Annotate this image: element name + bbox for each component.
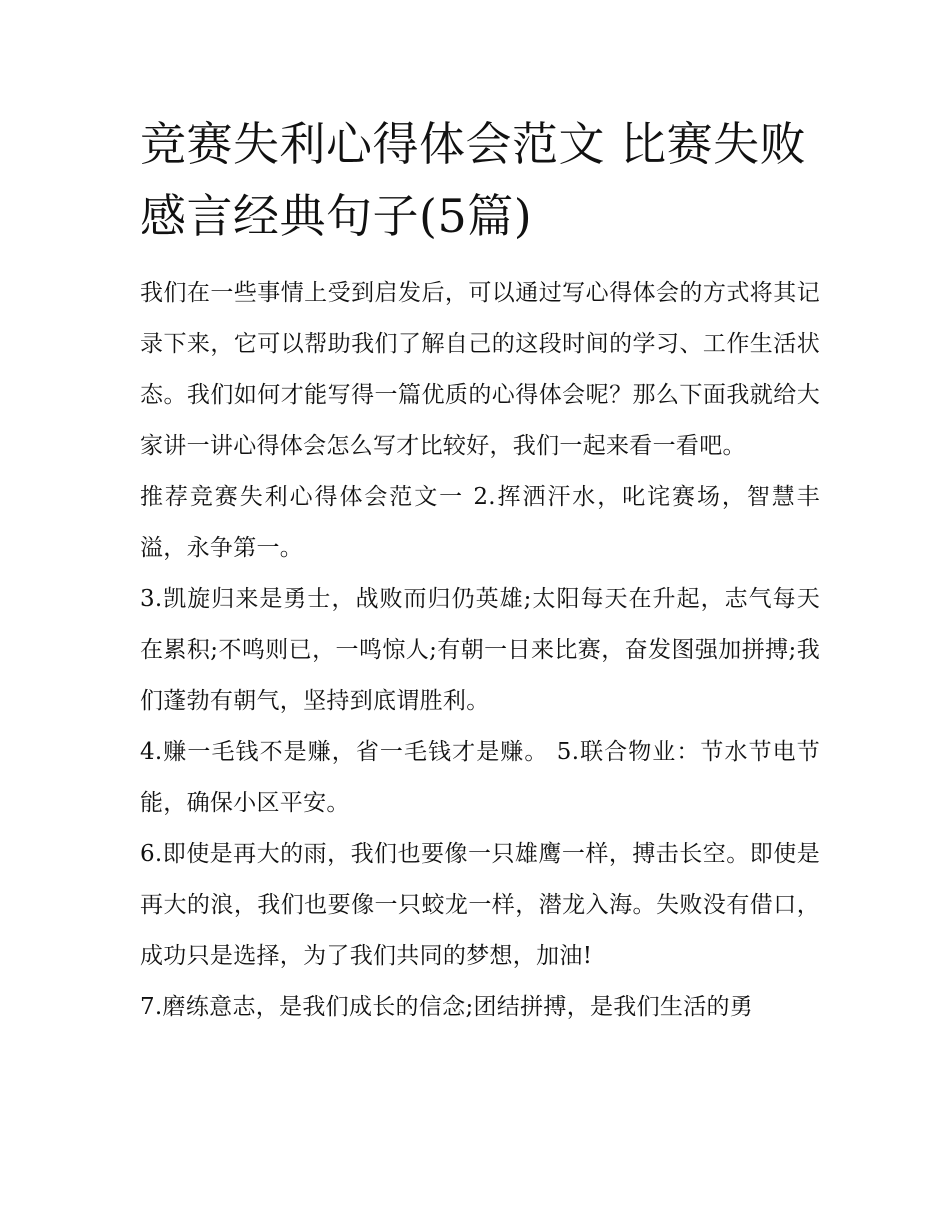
paragraph-item-6: 6.即使是再大的雨，我们也要像一只雄鹰一样，搏击长空。即使是再大的浪，我们也要像一只蛟龙一样，潜龙入海。失败没有借口，成功只是选择，为了我们共同的梦想，加油! (140, 841, 820, 969)
paragraph-item-3: 3.凯旋归来是勇士，战败而归仍英雄;太阳每天在升起，志气每天在累积;不鸣则已，一鸣惊人;有朝一日来比赛，奋发图强加拼搏;我们蓬勃有朝气，坚持到底谓胜利。 (140, 586, 820, 714)
intro-paragraph: 我们在一些事情上受到启发后，可以通过写心得体会的方式将其记录下来，它可以帮助我们了解自己的这段时间的学习、工作生活状态。我们如何才能写得一篇优质的心得体会呢？那么下面我就给大家讲一讲心得体会怎么写才比较好，我们一起来看一看吧。 (140, 280, 820, 459)
document-title: 竞赛失利心得体会范文 比赛失败感言经典句子(5篇) (140, 117, 807, 243)
paragraph-item-2: 推荐竞赛失利心得体会范文一 2.挥洒汗水，叱诧赛场，智慧丰溢，永争第一。 (140, 484, 820, 561)
paragraph-item-4-5: 4.赚一毛钱不是赚，省一毛钱才是赚。 5.联合物业：节水节电节能，确保小区平安。 (140, 739, 820, 816)
document-body (140, 108, 820, 1033)
paragraph-item-7: 7.磨练意志，是我们成长的信念;团结拼搏，是我们生活的勇 (140, 994, 754, 1020)
